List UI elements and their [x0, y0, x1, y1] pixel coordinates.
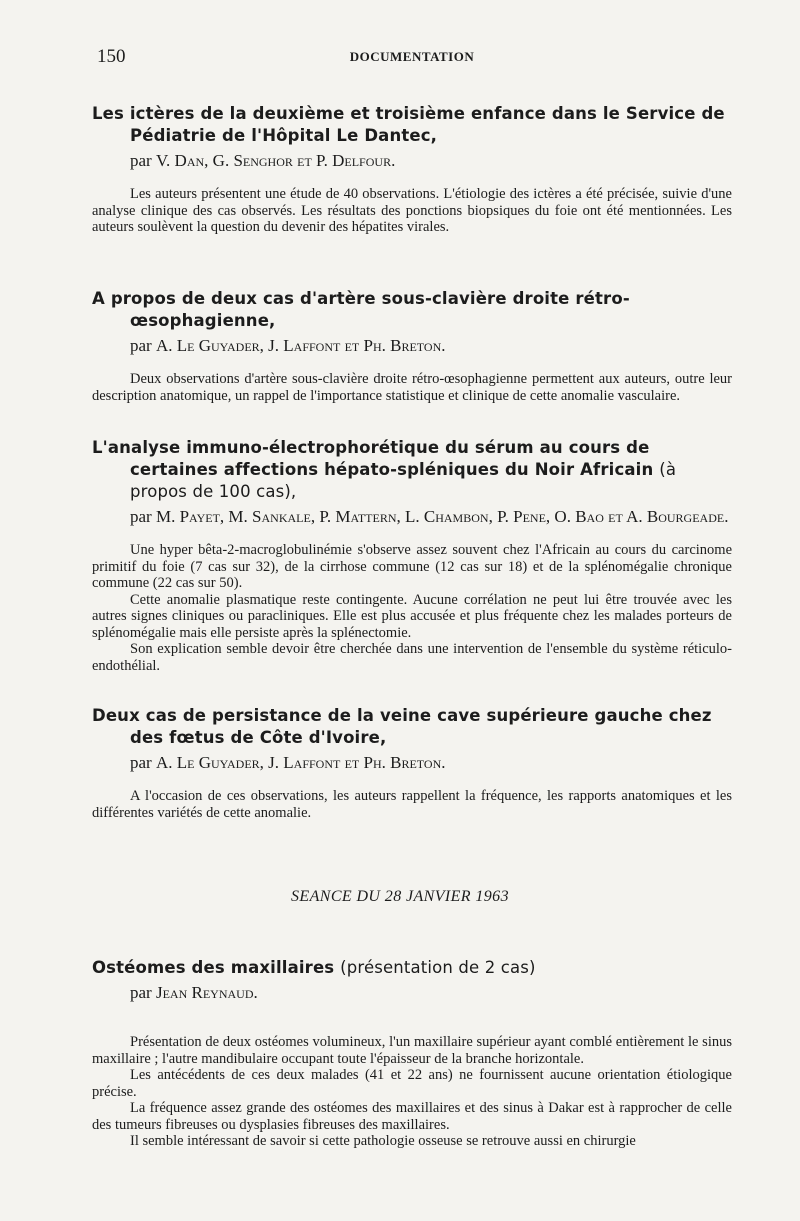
article-authors: A. Le Guyader, J. Laffont et Ph. Breton. — [155, 753, 446, 772]
article-abstract — [92, 788, 732, 821]
abstract-paragraph: A l'occasion de ces observations, les auteurs rappellent la fréquence, les rapports anatomiques et les différentes variétés de cette anomalie. — [92, 788, 732, 821]
article-title-block — [92, 437, 732, 503]
article-2 — [92, 288, 732, 404]
byline-prefix: par — [130, 983, 152, 1002]
article-byline — [130, 752, 732, 774]
article-title: A propos de deux cas d'artère sous-clavière droite rétro-œsophagienne, — [92, 289, 630, 330]
byline-prefix: par — [130, 151, 152, 170]
article-abstract — [92, 371, 732, 404]
byline-prefix: par — [130, 507, 152, 526]
article-title: Les ictères de la deuxième et troisième enfance dans le Service de Pédiatrie de l'Hôpital Le Dantec, — [92, 104, 725, 145]
article-abstract — [92, 1034, 732, 1150]
article-authors: A. Le Guyader, J. Laffont et Ph. Breton. — [155, 336, 446, 355]
article-byline — [130, 335, 732, 357]
article-byline — [130, 982, 732, 1004]
article-4 — [92, 705, 732, 821]
article-3 — [92, 437, 732, 674]
article-1 — [92, 103, 732, 236]
article-title-block — [92, 957, 732, 979]
running-title: DOCUMENTATION — [349, 49, 475, 64]
article-title: L'analyse immuno-électrophorétique du sérum au cours de certaines affections hépato-spléniques du Noir Africain — [92, 438, 654, 479]
abstract-paragraph: Deux observations d'artère sous-clavière droite rétro-œsophagienne permettent aux auteurs, outre leur description anatomique, un rappel de l'importance statistique et clinique de cette anomalie vasculaire. — [92, 371, 732, 404]
abstract-paragraph: Il semble intéressant de savoir si cette pathologie osseuse se retrouve aussi en chirurgie — [130, 1133, 636, 1149]
article-abstract — [92, 542, 732, 674]
abstract-paragraph: Une hyper bêta-2-macroglobulinémie s'observe assez souvent chez l'Africain au cours du carcinome primitif du foie (7 cas sur 32), de la cirrhose commune (12 cas sur 18) et de la splénomégalie chronique commune (22 cas sur 50). — [92, 542, 732, 591]
article-title: Deux cas de persistance de la veine cave supérieure gauche chez des fœtus de Côte d'Ivoire, — [92, 706, 712, 747]
abstract-paragraph: Les auteurs présentent une étude de 40 observations. L'étiologie des ictères a été précisée, suivie d'une analyse clinique des cas observés. Les résultats des ponctions biopsiques du foie ont été mentionnées. Les auteurs soulèvent la question du devenir des hépatites virales. — [92, 186, 732, 235]
abstract-paragraph: Présentation de deux ostéomes volumineux, l'un maxillaire supérieur ayant comblé entièrement le sinus maxillaire ; l'autre mandibulaire occupant toute l'épaisseur de la branche horizontale. — [92, 1034, 732, 1067]
article-byline — [130, 506, 732, 528]
abstract-paragraph: Les antécédents de ces deux malades (41 et 22 ans) ne fournissent aucune orientation étiologique précise. — [92, 1067, 732, 1100]
article-title-suffix: (à propos de 100 cas), — [130, 460, 677, 501]
article-authors: V. Dan, G. Senghor et P. Delfour. — [155, 151, 396, 170]
article-title: Ostéomes des maxillaires — [92, 958, 335, 977]
article-5 — [92, 957, 732, 1150]
byline-prefix: par — [130, 336, 152, 355]
article-byline — [130, 150, 732, 172]
abstract-paragraph: Cette anomalie plasmatique reste contingente. Aucune corrélation ne peut lui être trouvée avec les autres signes cliniques ou paracliniques. Elle est plus accusée et plus fréquente chez les malades porteurs de splénomégalie mais elle persiste après la splénectomie. — [92, 591, 732, 641]
article-title-suffix: (présentation de 2 cas) — [340, 958, 536, 977]
byline-prefix: par — [130, 753, 152, 772]
article-abstract — [92, 186, 732, 236]
article-authors: M. Payet, M. Sankale, P. Mattern, L. Chambon, P. Pene, O. Bao et A. Bourgeade. — [155, 507, 729, 526]
abstract-paragraph: Son explication semble devoir être cherchée dans une intervention de l'ensemble du système réticulo-endothélial. — [92, 641, 732, 674]
page-header — [97, 46, 727, 70]
page-number: 150 — [97, 46, 126, 67]
abstract-paragraph: La fréquence assez grande des ostéomes des maxillaires et des sinus à Dakar est à rapprocher de celle des tumeurs fibreuses ou dysplasies fibreuses des maxillaires. — [92, 1100, 732, 1133]
session-heading: SEANCE DU 28 JANVIER 1963 — [291, 888, 509, 905]
article-authors: Jean Reynaud. — [155, 983, 258, 1002]
